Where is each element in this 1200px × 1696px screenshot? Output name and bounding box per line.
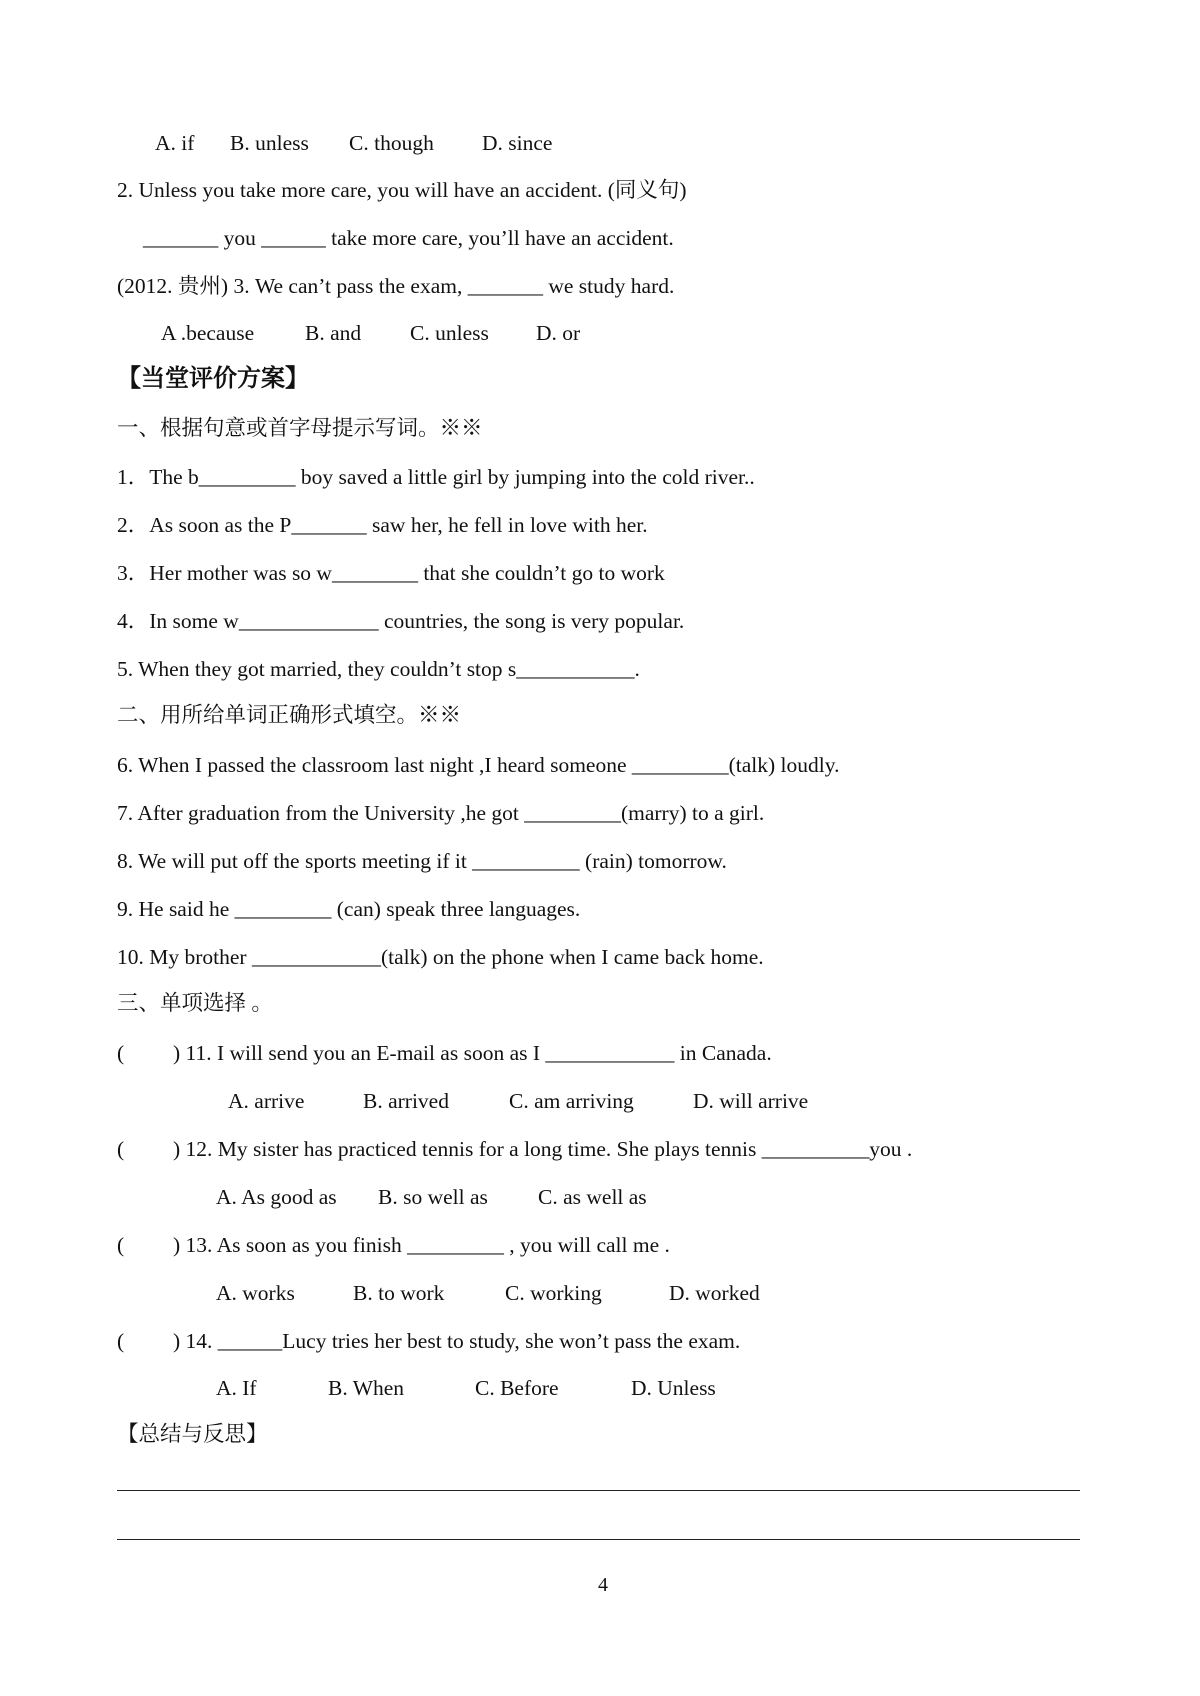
q12-option-a: A. As good as: [216, 1185, 337, 1209]
part2-item-9: 9. He said he _________ (can) speak three languages.: [117, 897, 581, 921]
part1-item-2: 2．As soon as the P_______ saw her, he fell in love with her.: [117, 513, 648, 537]
q14-paren: (: [117, 1329, 125, 1353]
q11-option-c: C. am arriving: [509, 1089, 634, 1113]
q3-option-b: B. and: [305, 321, 362, 345]
summary-title: 【总结与反思】: [117, 1422, 268, 1446]
q13-paren: (: [117, 1233, 125, 1257]
q13-option-d: D. worked: [669, 1281, 760, 1305]
page-number: 4: [598, 1574, 608, 1596]
q12-option-c: C. as well as: [538, 1185, 647, 1209]
part1-title: 一、根据句意或首字母提示写词。※※: [117, 416, 483, 440]
part1-item-4: 4．In some w_____________ countries, the song is very popular.: [117, 609, 685, 633]
part2-title: 二、用所给单词正确形式填空。※※: [117, 703, 462, 727]
q11-option-d: D. will arrive: [693, 1089, 809, 1113]
q13-stem: ) 13. As soon as you finish _________ , you will call me .: [173, 1233, 670, 1257]
q3-option-a: A .because: [161, 321, 255, 345]
q1-option-b: B. unless: [230, 131, 309, 155]
q13-option-b: B. to work: [353, 1281, 445, 1305]
q14-option-b: B. When: [328, 1376, 405, 1400]
q11-option-b: B. arrived: [363, 1089, 449, 1113]
reflection-line-1: [117, 1490, 1080, 1491]
q2-stem: 2. Unless you take more care, you will have an accident. (同义句): [117, 178, 687, 202]
q14-stem: ) 14. ______Lucy tries her best to study, she won’t pass the exam.: [173, 1329, 741, 1353]
part1-item-5: 5. When they got married, they couldn’t stop s___________.: [117, 657, 640, 681]
part1-item-1: 1．The b_________ boy saved a little girl by jumping into the cold river..: [117, 465, 755, 489]
q1-option-c: C. though: [349, 131, 434, 155]
part2-item-6: 6. When I passed the classroom last night ,I heard someone _________(talk) loudly.: [117, 753, 840, 777]
q3-option-d: D. or: [536, 321, 581, 345]
part3-title: 三、单项选择 。: [117, 991, 273, 1015]
part2-item-7: 7. After graduation from the University ,he got _________(marry) to a girl.: [117, 801, 765, 825]
q11-stem: ) 11. I will send you an E-mail as soon as I ____________ in Canada.: [173, 1041, 772, 1065]
q12-stem: ) 12. My sister has practiced tennis for a long time. She plays tennis __________you .: [173, 1137, 913, 1161]
q11-option-a: A. arrive: [228, 1089, 305, 1113]
q1-option-d: D. since: [482, 131, 553, 155]
part2-item-8: 8. We will put off the sports meeting if it __________ (rain) tomorrow.: [117, 849, 727, 873]
q14-option-d: D. Unless: [631, 1376, 716, 1400]
q12-paren: (: [117, 1137, 125, 1161]
part1-item-3: 3．Her mother was so w________ that she couldn’t go to work: [117, 561, 665, 585]
q12-option-b: B. so well as: [378, 1185, 488, 1209]
q13-option-c: C. working: [505, 1281, 602, 1305]
q1-option-a: A. if: [155, 131, 195, 155]
reflection-line-2: [117, 1539, 1080, 1540]
q13-option-a: A. works: [216, 1281, 295, 1305]
q2-answer-line: _______ you ______ take more care, you’ll have an accident.: [143, 226, 674, 250]
q14-option-a: A. If: [216, 1376, 257, 1400]
section-eval-title: 【当堂评价方案】: [117, 366, 309, 392]
q11-paren: (: [117, 1041, 125, 1065]
q14-option-c: C. Before: [475, 1376, 559, 1400]
q3-option-c: C. unless: [410, 321, 489, 345]
part2-item-10: 10. My brother ____________(talk) on the phone when I came back home.: [117, 945, 764, 969]
q3-stem: (2012. 贵州) 3. We can’t pass the exam, _______ we study hard.: [117, 274, 675, 298]
